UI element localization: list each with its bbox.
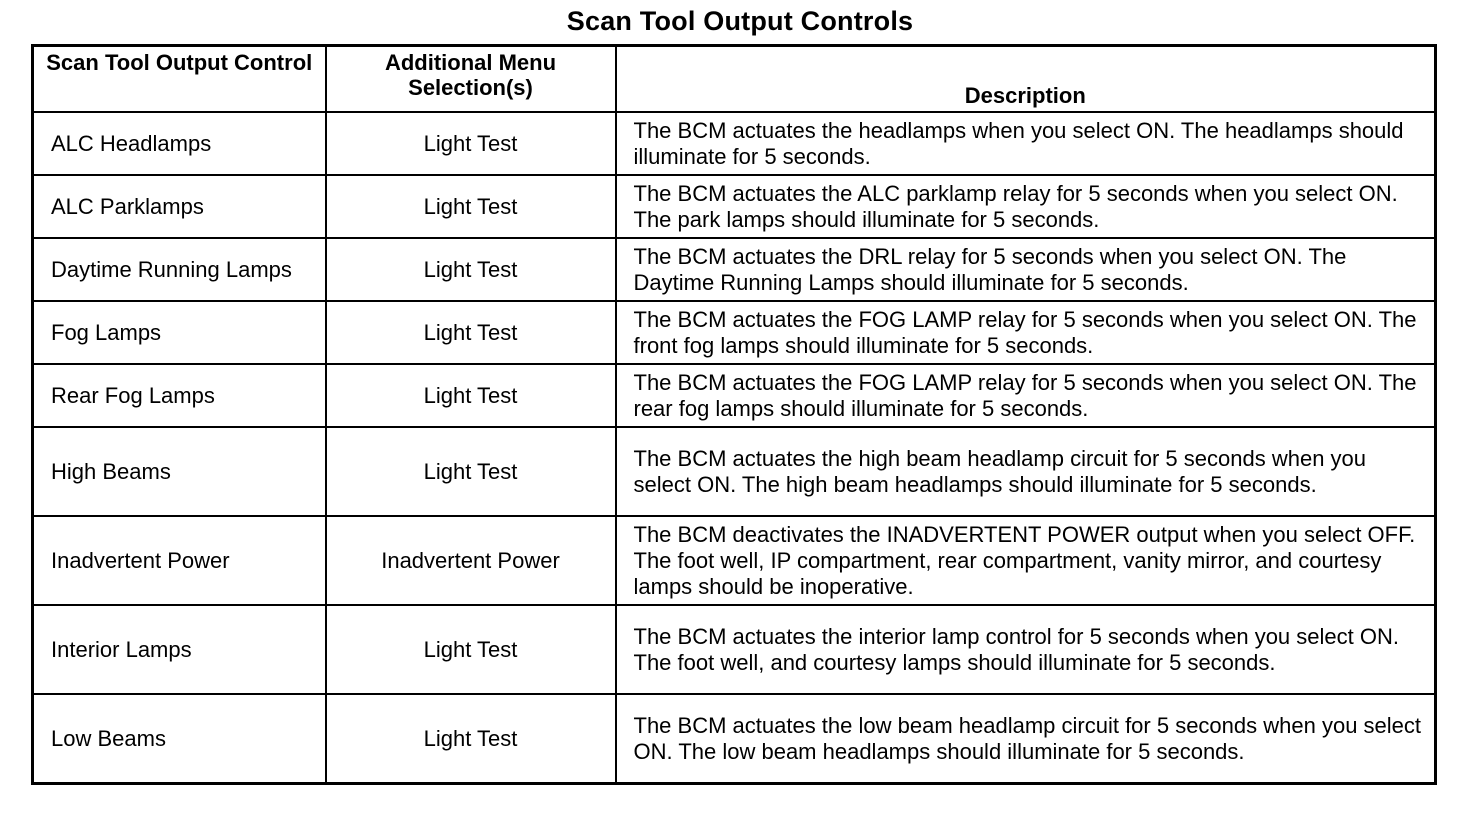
output-control-cell: Inadvertent Power: [33, 516, 326, 605]
output-control-cell: Low Beams: [33, 694, 326, 784]
description-cell: The BCM actuates the high beam headlamp circuit for 5 seconds when you select ON. The high beam headlamps should illuminate for 5 seconds.: [616, 427, 1436, 516]
description-cell: The BCM actuates the DRL relay for 5 seconds when you select ON. The Daytime Running Lamps should illuminate for 5 seconds.: [616, 238, 1436, 301]
menu-selection-cell: Light Test: [326, 175, 616, 238]
table-row: [33, 112, 1436, 175]
menu-selection-cell: Light Test: [326, 112, 616, 175]
table-row: [33, 364, 1436, 427]
output-control-cell: Fog Lamps: [33, 301, 326, 364]
menu-selection-cell: Light Test: [326, 605, 616, 694]
description-cell: The BCM actuates the FOG LAMP relay for 5 seconds when you select ON. The front fog lamps should illuminate for 5 seconds.: [616, 301, 1436, 364]
menu-selection-cell: Light Test: [326, 301, 616, 364]
table-row: [33, 694, 1436, 784]
description-cell: The BCM actuates the headlamps when you select ON. The headlamps should illuminate for 5 seconds.: [616, 112, 1436, 175]
output-control-cell: High Beams: [33, 427, 326, 516]
menu-selection-cell: Inadvertent Power: [326, 516, 616, 605]
output-control-cell: Interior Lamps: [33, 605, 326, 694]
output-control-cell: Daytime Running Lamps: [33, 238, 326, 301]
output-controls-table: [31, 44, 1437, 785]
table-row: [33, 175, 1436, 238]
page-title: Scan Tool Output Controls: [566, 6, 914, 36]
header-description: Description: [616, 46, 1436, 113]
description-cell: The BCM actuates the ALC parklamp relay for 5 seconds when you select ON. The park lamps should illuminate for 5 seconds.: [616, 175, 1436, 238]
table-header-row: [33, 46, 1436, 113]
table-row: [33, 238, 1436, 301]
table-row: [33, 427, 1436, 516]
header-scan-tool-output-control: Scan Tool Output Control: [33, 46, 326, 113]
output-control-cell: ALC Headlamps: [33, 112, 326, 175]
output-control-cell: ALC Parklamps: [33, 175, 326, 238]
description-cell: The BCM deactivates the INADVERTENT POWER output when you select OFF. The foot well, IP compartment, rear compartment, vanity mirror, and courtesy lamps should be inoperative.: [616, 516, 1436, 605]
menu-selection-cell: Light Test: [326, 694, 616, 784]
description-cell: The BCM actuates the low beam headlamp circuit for 5 seconds when you select ON. The low beam headlamps should illuminate for 5 seconds.: [616, 694, 1436, 784]
description-cell: The BCM actuates the FOG LAMP relay for 5 seconds when you select ON. The rear fog lamps should illuminate for 5 seconds.: [616, 364, 1436, 427]
header-additional-menu-selections: Additional Menu Selection(s): [326, 46, 616, 113]
menu-selection-cell: Light Test: [326, 238, 616, 301]
table-row: [33, 301, 1436, 364]
table-row: [33, 516, 1436, 605]
table-row: [33, 605, 1436, 694]
menu-selection-cell: Light Test: [326, 427, 616, 516]
output-control-cell: Rear Fog Lamps: [33, 364, 326, 427]
menu-selection-cell: Light Test: [326, 364, 616, 427]
description-cell: The BCM actuates the interior lamp control for 5 seconds when you select ON. The foot well, and courtesy lamps should illuminate for 5 seconds.: [616, 605, 1436, 694]
